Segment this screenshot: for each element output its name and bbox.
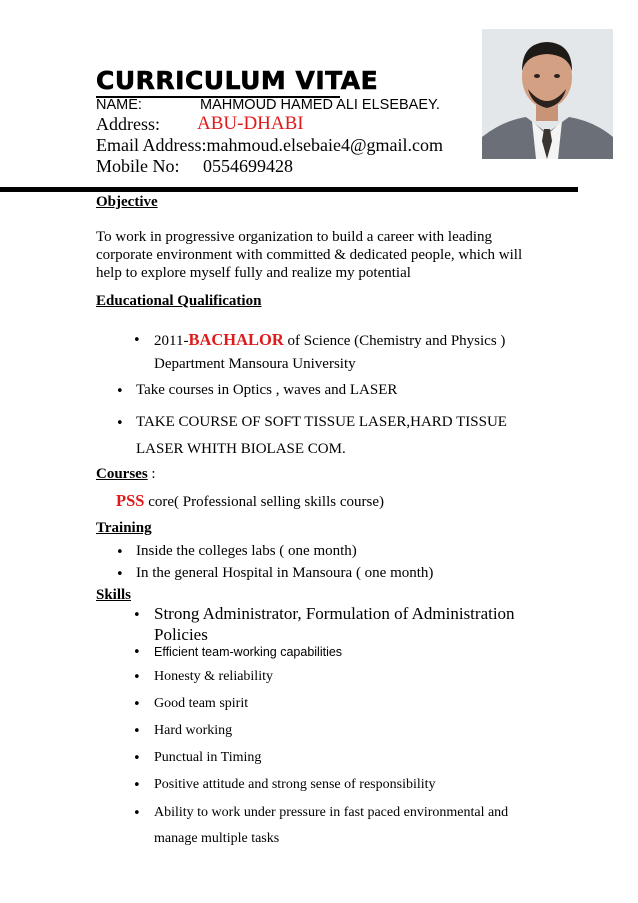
skills-item-6: Punctual in Timing (154, 750, 262, 765)
training-heading: Training (96, 520, 152, 536)
name-value: MAHMOUD HAMED ALI ELSEBAEY. (200, 97, 440, 113)
bullet-icon: • (133, 333, 141, 348)
education-year: 2011- (154, 333, 189, 349)
courses-item (116, 491, 384, 511)
person-photo-icon (482, 29, 613, 159)
mobile-label: Mobile No: (96, 156, 180, 176)
courses-colon: : (147, 466, 156, 482)
name-label: NAME: (96, 97, 142, 113)
bullet-icon: • (133, 751, 141, 766)
bullet-icon: • (133, 724, 141, 739)
education-item-1 (154, 330, 505, 350)
training-item-2: In the general Hospital in Mansoura ( one month) (136, 565, 434, 581)
courses-heading-row (96, 466, 156, 483)
courses-heading: Courses (96, 466, 148, 482)
education-degree-detail: of Science (Chemistry and Physics ) (283, 333, 506, 349)
skills-item-8-line-1: Ability to work under pressure in fast paced environmental and (154, 805, 509, 820)
skills-item-5: Hard working (154, 723, 233, 738)
training-item-1: Inside the colleges labs ( one month) (136, 543, 357, 559)
courses-pss-detail: core( Professional selling skills course) (144, 494, 384, 510)
bullet-icon: • (133, 778, 141, 793)
bullet-icon: • (116, 416, 124, 431)
skills-heading: Skills (96, 587, 132, 603)
objective-heading: Objective (96, 194, 158, 210)
education-item-1-line-2: Department Mansoura University (154, 356, 356, 372)
bullet-icon: • (133, 697, 141, 712)
cv-title: CURRICULUM VITAE (96, 66, 379, 95)
bullet-icon: • (133, 806, 141, 821)
objective-line-3: help to explore myself fully and realize my potential (96, 265, 411, 281)
education-heading: Educational Qualification (96, 293, 262, 309)
education-item-3-line-1: TAKE COURSE OF SOFT TISSUE LASER,HARD TISSUE (136, 414, 507, 430)
skills-item-2: Efficient team-working capabilities (154, 645, 343, 659)
education-item-2: Take courses in Optics , waves and LASER (136, 382, 398, 398)
skills-item-7: Positive attitude and strong sense of responsibility (154, 777, 436, 792)
bullet-icon: • (133, 608, 141, 623)
bullet-icon: • (116, 567, 124, 582)
objective-line-1: To work in progressive organization to build a career with leading (96, 229, 493, 245)
objective-line-2: corporate environment with committed & dedicated people, which will (96, 247, 523, 263)
skills-item-8-line-2: manage multiple tasks (154, 831, 280, 846)
skills-item-1-line-2: Policies (154, 625, 208, 644)
address-label: Address: (96, 114, 160, 134)
bullet-icon: • (133, 670, 141, 685)
email-line: Email Address:mahmoud.elsebaie4@gmail.com (96, 135, 444, 155)
courses-pss: PSS (116, 491, 145, 510)
header-divider (0, 187, 578, 192)
bullet-icon: • (133, 645, 141, 660)
address-value: ABU-DHABI (197, 113, 304, 134)
bullet-icon: • (116, 545, 124, 560)
skills-item-4: Good team spirit (154, 696, 249, 711)
bullet-icon: • (116, 384, 124, 399)
skills-item-1-line-1: Strong Administrator, Formulation of Administration (154, 604, 515, 623)
skills-item-3: Honesty & reliability (154, 669, 273, 684)
mobile-value: 0554699428 (203, 156, 293, 176)
education-item-3-line-2: LASER WHITH BIOLASE COM. (136, 441, 346, 457)
education-degree: BACHALOR (188, 330, 284, 349)
